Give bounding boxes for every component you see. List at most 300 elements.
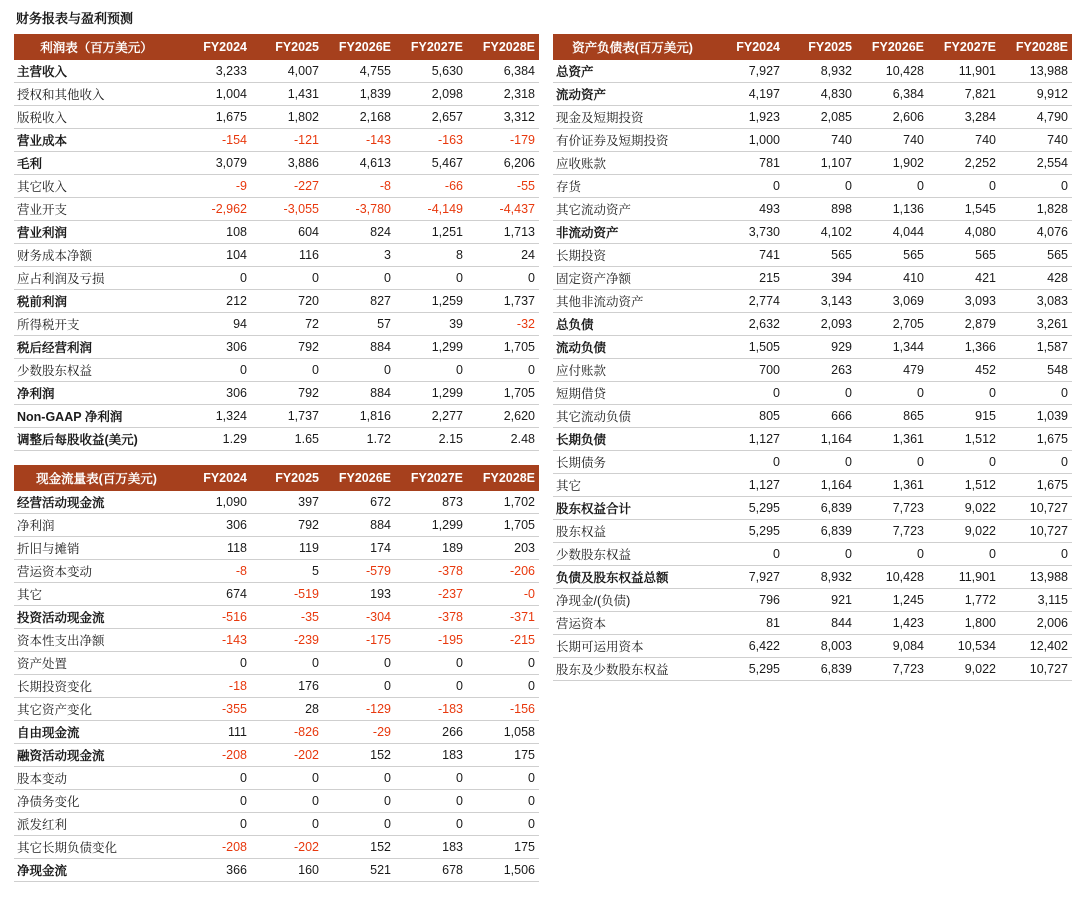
- cell-value: -129: [365, 702, 391, 716]
- left-column: [14, 34, 539, 882]
- table-row: [14, 560, 539, 583]
- cell-value: 6,384: [503, 64, 535, 78]
- cell-value: 1,000: [748, 133, 780, 147]
- cell-value: 3,083: [1036, 294, 1068, 308]
- row-label: 调整后每股收益(美元): [17, 433, 138, 447]
- row-label: 营业开支: [17, 203, 68, 217]
- table-title: 利润表（百万美元）: [40, 41, 153, 55]
- column-header: FY2026E: [871, 40, 924, 54]
- cell-value: 1,675: [1036, 478, 1068, 492]
- cell-value: -239: [293, 633, 319, 647]
- cell-value: 7,723: [892, 662, 924, 676]
- table-title: 现金流量表(百万美元): [36, 472, 157, 486]
- table-row: [553, 635, 1072, 658]
- cell-value: 740: [975, 133, 996, 147]
- column-header: FY2024: [736, 40, 780, 54]
- cell-value: 929: [831, 340, 852, 354]
- cell-value: -4,437: [499, 202, 535, 216]
- row-label: 经营活动现金流: [17, 496, 105, 510]
- cell-value: 884: [370, 340, 391, 354]
- cell-value: 4,007: [287, 64, 319, 78]
- cell-value: -163: [437, 133, 463, 147]
- cell-value: 0: [845, 547, 852, 561]
- cell-value: 3,730: [748, 225, 780, 239]
- cell-value: 0: [528, 271, 535, 285]
- column-header: FY2027E: [943, 40, 996, 54]
- cell-value: 13,988: [1029, 64, 1068, 78]
- table-row: [14, 629, 539, 652]
- cell-value: 10,428: [885, 64, 924, 78]
- row-label: 其他非流动资产: [555, 295, 644, 309]
- cell-value: 11,901: [958, 64, 996, 78]
- cell-value: -8: [379, 179, 391, 193]
- cell-value: 175: [514, 840, 535, 854]
- cell-value: 0: [528, 656, 535, 670]
- table-row: [553, 336, 1072, 359]
- cell-value: 1,058: [503, 725, 535, 739]
- cell-value: 397: [298, 495, 319, 509]
- row-label: 授权和其他收入: [17, 88, 105, 102]
- cell-value: 111: [227, 725, 247, 739]
- cell-value: 493: [759, 202, 780, 216]
- table-row: [553, 267, 1072, 290]
- cell-value: 215: [759, 271, 780, 285]
- cell-value: -143: [221, 633, 247, 647]
- cell-value: -154: [221, 133, 247, 147]
- row-label: 长期投资变化: [17, 680, 93, 694]
- cell-value: 5,630: [431, 64, 463, 78]
- cell-value: 0: [845, 386, 852, 400]
- cell-value: 0: [456, 679, 463, 693]
- cell-value: 3,115: [1037, 593, 1068, 607]
- cell-value: 108: [226, 225, 247, 239]
- cell-value: 0: [528, 817, 535, 831]
- income-statement-table: [14, 34, 539, 451]
- cell-value: 0: [312, 794, 319, 808]
- cell-value: 1,127: [748, 478, 780, 492]
- cell-value: -35: [300, 610, 319, 624]
- cell-value: 796: [759, 593, 780, 607]
- cell-value: 6,839: [820, 524, 852, 538]
- row-label: 财务成本净额: [17, 249, 93, 263]
- cell-value: 1,324: [215, 409, 247, 423]
- cell-value: 1,802: [287, 110, 319, 124]
- cell-value: 1,039: [1036, 409, 1068, 423]
- cell-value: 479: [903, 363, 924, 377]
- cell-value: 3,079: [215, 156, 247, 170]
- column-header: FY2028E: [482, 471, 535, 485]
- table-row: [14, 583, 539, 606]
- cell-value: 666: [831, 409, 852, 423]
- row-label: 融资活动现金流: [17, 749, 105, 763]
- cell-value: 39: [449, 317, 463, 331]
- table-row: [14, 106, 539, 129]
- cell-value: 0: [456, 771, 463, 785]
- cell-value: 3,284: [964, 110, 996, 124]
- cell-value: -3,055: [283, 202, 319, 216]
- row-label: 净利润: [17, 519, 55, 533]
- cell-value: 8: [456, 248, 463, 262]
- row-label: 存货: [555, 180, 581, 194]
- cell-value: 4,790: [1036, 110, 1068, 124]
- cell-value: 604: [298, 225, 319, 239]
- cell-value: 366: [226, 863, 247, 877]
- cell-value: 1,344: [892, 340, 924, 354]
- row-label: 有价证券及短期投资: [555, 134, 669, 148]
- cell-value: 4,080: [964, 225, 996, 239]
- table-row: [14, 290, 539, 313]
- cell-value: 1,512: [964, 478, 996, 492]
- table-row: [553, 520, 1072, 543]
- table-row: [553, 566, 1072, 589]
- cell-value: 1.29: [222, 432, 247, 446]
- cell-value: 1,107: [820, 156, 852, 170]
- cell-value: 0: [1061, 455, 1068, 469]
- table-row: [553, 290, 1072, 313]
- cell-value: 1,299: [431, 386, 463, 400]
- row-label: 应收账款: [555, 157, 606, 171]
- table-row: [553, 106, 1072, 129]
- cell-value: 0: [240, 771, 247, 785]
- table-row: [14, 83, 539, 106]
- cell-value: 0: [528, 679, 535, 693]
- cell-value: 1,828: [1036, 202, 1068, 216]
- cell-value: 565: [903, 248, 924, 262]
- cell-value: 0: [240, 271, 247, 285]
- cell-value: 160: [298, 863, 319, 877]
- cell-value: 2,879: [964, 317, 996, 331]
- cell-value: 1,587: [1036, 340, 1068, 354]
- cell-value: 1,245: [892, 593, 924, 607]
- cell-value: 2.48: [510, 432, 535, 446]
- cell-value: -202: [293, 840, 319, 854]
- table-header-row: [14, 34, 539, 60]
- cell-value: 1,512: [964, 432, 996, 446]
- cell-value: 1,361: [892, 432, 924, 446]
- cell-value: 1,545: [964, 202, 996, 216]
- row-label: 净现金流: [17, 864, 68, 878]
- table-row: [553, 221, 1072, 244]
- cell-value: -66: [444, 179, 463, 193]
- cell-value: 740: [831, 133, 852, 147]
- cell-value: 1,164: [820, 432, 852, 446]
- row-label: 主营收入: [17, 65, 68, 79]
- cell-value: 2,252: [964, 156, 996, 170]
- cell-value: 2,774: [748, 294, 780, 308]
- row-label: 版税收入: [17, 111, 68, 125]
- cell-value: 9,022: [964, 662, 996, 676]
- cell-value: 183: [442, 748, 463, 762]
- column-header: FY2025: [275, 471, 319, 485]
- table-row: [553, 313, 1072, 336]
- cell-value: 410: [903, 271, 924, 285]
- cell-value: 844: [831, 616, 852, 630]
- table-row: [14, 405, 539, 428]
- cell-value: 740: [903, 133, 924, 147]
- cell-value: 0: [312, 817, 319, 831]
- cell-value: 5: [312, 564, 319, 578]
- table-row: [553, 175, 1072, 198]
- cell-value: -304: [365, 610, 391, 624]
- cell-value: 0: [773, 179, 780, 193]
- cell-value: 119: [299, 541, 319, 555]
- cell-value: -516: [221, 610, 247, 624]
- table-row: [553, 658, 1072, 681]
- cell-value: 0: [384, 817, 391, 831]
- cell-value: 1,259: [431, 294, 463, 308]
- cell-value: -206: [509, 564, 535, 578]
- row-label: 非流动资产: [555, 226, 619, 240]
- cell-value: 1,127: [748, 432, 780, 446]
- row-label: 净债务变化: [17, 795, 80, 809]
- cell-value: 8,003: [820, 639, 852, 653]
- cell-value: 740: [1047, 133, 1068, 147]
- cell-value: 1,136: [892, 202, 924, 216]
- cell-value: 7,723: [892, 501, 924, 515]
- cell-value: 0: [384, 679, 391, 693]
- cell-value: 678: [442, 863, 463, 877]
- cell-value: 174: [370, 541, 391, 555]
- cell-value: 266: [442, 725, 463, 739]
- cell-value: 13,988: [1029, 570, 1068, 584]
- cell-value: -378: [437, 610, 463, 624]
- cell-value: 2,085: [820, 110, 852, 124]
- row-label: 少数股东权益: [17, 364, 93, 378]
- cell-value: 10,428: [885, 570, 924, 584]
- row-label: 其它收入: [17, 180, 68, 194]
- cell-value: 1,902: [892, 156, 924, 170]
- cell-value: -215: [509, 633, 535, 647]
- table-row: [14, 744, 539, 767]
- table-row: [14, 721, 539, 744]
- table-row: [553, 60, 1072, 83]
- cell-value: 4,197: [748, 87, 780, 101]
- table-row: [14, 537, 539, 560]
- cell-value: 1,705: [503, 340, 535, 354]
- cell-value: 6,839: [820, 662, 852, 676]
- cell-value: 1,505: [748, 340, 780, 354]
- row-label: 固定资产净额: [555, 272, 631, 286]
- cell-value: 915: [975, 409, 996, 423]
- cell-value: 3,312: [503, 110, 535, 124]
- cell-value: 1,004: [215, 87, 247, 101]
- table-row: [14, 859, 539, 882]
- table-row: [553, 244, 1072, 267]
- table-row: [14, 175, 539, 198]
- row-label: 折旧与摊销: [17, 542, 80, 556]
- row-label: 所得税开支: [17, 318, 80, 332]
- cell-value: 11,901: [958, 570, 996, 584]
- row-label: 净利润: [17, 387, 55, 401]
- table-row: [553, 497, 1072, 520]
- cell-value: 1,839: [359, 87, 391, 101]
- table-row: [14, 606, 539, 629]
- table-row: [553, 198, 1072, 221]
- cell-value: 0: [989, 547, 996, 561]
- cell-value: -195: [437, 633, 463, 647]
- cell-value: 7,927: [748, 64, 780, 78]
- cell-value: 0: [240, 363, 247, 377]
- cell-value: -237: [437, 587, 463, 601]
- cell-value: 0: [384, 271, 391, 285]
- cell-value: 1,251: [431, 225, 463, 239]
- cell-value: -9: [235, 179, 247, 193]
- cell-value: 1,800: [964, 616, 996, 630]
- cell-value: 0: [384, 656, 391, 670]
- cell-value: 3,093: [964, 294, 996, 308]
- table-row: [553, 451, 1072, 474]
- cell-value: 1,737: [287, 409, 319, 423]
- cell-value: 1.72: [366, 432, 391, 446]
- cell-value: 0: [456, 363, 463, 377]
- cell-value: 1,702: [503, 495, 535, 509]
- cell-value: 4,076: [1036, 225, 1068, 239]
- cell-value: 1,431: [287, 87, 319, 101]
- cell-value: 189: [442, 541, 463, 555]
- cell-value: 873: [442, 495, 463, 509]
- row-label: 其它: [17, 588, 43, 602]
- cell-value: 0: [312, 656, 319, 670]
- cell-value: -371: [509, 610, 535, 624]
- cell-value: 6,839: [820, 501, 852, 515]
- cell-value: -2,962: [211, 202, 247, 216]
- cell-value: 781: [759, 156, 780, 170]
- cell-value: 1,090: [215, 495, 247, 509]
- cell-value: 428: [1047, 271, 1068, 285]
- row-label: 负债及股东权益总额: [555, 571, 669, 585]
- row-label: 长期负债: [555, 433, 606, 447]
- table-title: 资产负债表(百万美元): [572, 41, 693, 55]
- cell-value: 824: [370, 225, 391, 239]
- row-label: 其它: [555, 479, 581, 493]
- cell-value: 1,361: [892, 478, 924, 492]
- table-row: [14, 790, 539, 813]
- cell-value: -4,149: [427, 202, 463, 216]
- cell-value: 306: [226, 340, 247, 354]
- cell-value: -519: [293, 587, 319, 601]
- table-row: [553, 428, 1072, 451]
- cell-value: 57: [377, 317, 391, 331]
- cell-value: 12,402: [1029, 639, 1068, 653]
- cell-value: 865: [903, 409, 924, 423]
- table-row: [14, 60, 539, 83]
- cell-value: 792: [298, 340, 319, 354]
- cell-value: 884: [370, 386, 391, 400]
- cell-value: 548: [1047, 363, 1068, 377]
- table-row: [14, 152, 539, 175]
- row-label: 营运资本: [555, 617, 606, 631]
- table-row: [14, 813, 539, 836]
- cell-value: 2,705: [892, 317, 924, 331]
- cell-value: 7,927: [748, 570, 780, 584]
- cell-value: 0: [917, 179, 924, 193]
- cell-value: -355: [221, 702, 247, 716]
- column-header: FY2026E: [338, 471, 391, 485]
- table-row: [14, 313, 539, 336]
- cell-value: 2,168: [359, 110, 391, 124]
- cell-value: 2.15: [438, 432, 463, 446]
- cell-value: 0: [773, 547, 780, 561]
- cell-value: 10,727: [1029, 501, 1068, 515]
- cell-value: -208: [221, 840, 247, 854]
- row-label: 短期借贷: [555, 387, 606, 401]
- cell-value: 827: [370, 294, 391, 308]
- cell-value: -579: [365, 564, 391, 578]
- table-row: [553, 129, 1072, 152]
- table-row: [14, 129, 539, 152]
- cell-value: -29: [372, 725, 391, 739]
- table-row: [14, 675, 539, 698]
- column-header: FY2028E: [1015, 40, 1068, 54]
- cell-value: 306: [226, 386, 247, 400]
- table-row: [14, 336, 539, 359]
- cell-value: 421: [975, 271, 996, 285]
- cell-value: 72: [305, 317, 319, 331]
- cell-value: 1,299: [431, 340, 463, 354]
- cell-value: 0: [312, 271, 319, 285]
- cell-value: 0: [1061, 179, 1068, 193]
- cell-value: 2,093: [820, 317, 852, 331]
- row-label: 长期可运用资本: [555, 640, 644, 654]
- right-column: [553, 34, 1072, 681]
- cell-value: 0: [456, 817, 463, 831]
- table-row: [14, 491, 539, 514]
- row-label: 净现金/(负债): [555, 594, 631, 608]
- cell-value: 0: [240, 656, 247, 670]
- cell-value: 2,277: [431, 409, 463, 423]
- cell-value: 1,506: [503, 863, 535, 877]
- cell-value: 7,821: [964, 87, 996, 101]
- cell-value: 81: [766, 616, 780, 630]
- cell-value: 104: [226, 248, 247, 262]
- row-label: 其它流动资产: [555, 203, 631, 217]
- cell-value: 193: [370, 587, 391, 601]
- row-label: 资本性支出净额: [17, 634, 105, 648]
- table-row: [14, 382, 539, 405]
- cell-value: -202: [293, 748, 319, 762]
- cell-value: 0: [456, 271, 463, 285]
- table-row: [553, 589, 1072, 612]
- cell-value: 6,384: [892, 87, 924, 101]
- cell-value: 2,657: [431, 110, 463, 124]
- table-header-row: [553, 34, 1072, 60]
- cell-value: 0: [312, 771, 319, 785]
- cell-value: 4,830: [820, 87, 852, 101]
- table-row: [14, 698, 539, 721]
- cell-value: 9,912: [1036, 87, 1068, 101]
- cell-value: 1,675: [1036, 432, 1068, 446]
- cell-value: -121: [293, 133, 319, 147]
- cell-value: 0: [1061, 547, 1068, 561]
- cell-value: 565: [831, 248, 852, 262]
- table-row: [553, 474, 1072, 497]
- cash-flow-table: [14, 465, 539, 882]
- cell-value: -3,780: [355, 202, 391, 216]
- cell-value: 8,932: [820, 64, 852, 78]
- row-label: 股东权益合计: [555, 502, 631, 516]
- cell-value: 898: [831, 202, 852, 216]
- cell-value: 3,261: [1036, 317, 1068, 331]
- table-row: [14, 244, 539, 267]
- cell-value: 3,233: [215, 64, 247, 78]
- cell-value: 24: [521, 248, 535, 262]
- cell-value: 152: [370, 840, 391, 854]
- cell-value: 1,737: [503, 294, 535, 308]
- cell-value: 1,366: [964, 340, 996, 354]
- row-label: 营运资本变动: [17, 565, 93, 579]
- cell-value: 3,143: [820, 294, 852, 308]
- cell-value: 9,022: [964, 524, 996, 538]
